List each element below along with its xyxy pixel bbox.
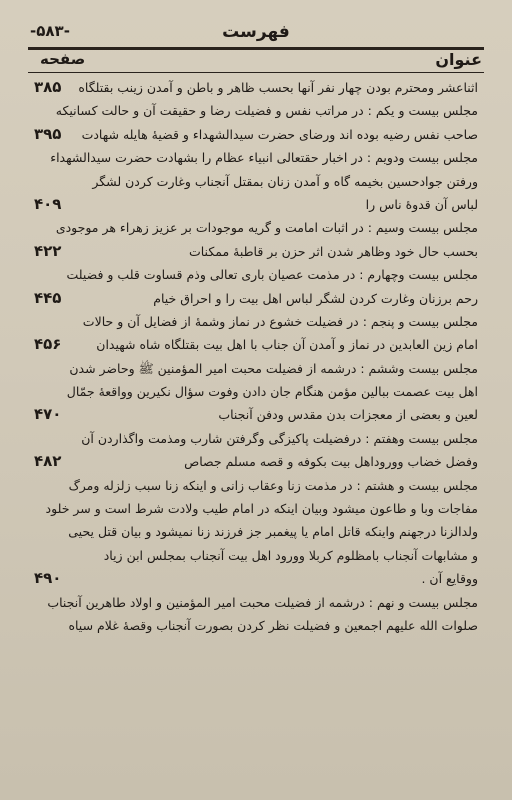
toc-line-text: ولدالزنا درجهنم واینکه قاتل امام یا پیغمبر جز فرزند زنا نمیشود و بیان قتل یحیی [68, 524, 478, 540]
column-headings [30, 50, 482, 70]
toc-line [0, 474, 512, 497]
toc-line [0, 567, 512, 590]
toc-line [0, 123, 512, 146]
toc-line [0, 427, 512, 450]
toc-page-number: ۳۹۵ [34, 124, 62, 143]
page-number: -۵۸۳- [30, 22, 70, 40]
toc-line-text: صاحب نفس رضیه بوده اند ورضای حضرت سیدالشهداء و قضیهٔ هایله شهادت [81, 126, 478, 142]
toc-line-text: مفاجات وبا و طاعون میشود وبیان اینکه در امام طیب ولادت شرط است و سر خلود [45, 501, 478, 517]
toc-line [0, 380, 512, 403]
toc-page-number: ۴۲۲ [34, 241, 62, 260]
page-column-label: صفحه [40, 50, 86, 68]
toc-line [0, 146, 512, 169]
toc-line-text: صلوات الله علیهم اجمعین و فضیلت نظر کردن بصورت آنجناب وقصهٔ غلام سیاه [68, 617, 478, 633]
toc-line [0, 170, 512, 193]
toc-line-text: امام زین العابدین در نماز و آمدن آن جناب با اهل بیت بقتلگاه شاه شهیدان [96, 337, 478, 353]
toc-line [0, 497, 512, 520]
toc-line-text: بحسب حال خود وظاهر شدن اثر حزن بر قاطبهٔ ممکنات [188, 243, 478, 259]
toc-line-text: اثناعشر ومحترم بودن چهار نفر آنها بحسب ظاهر و باطن و آمدن زینب بقتلگاه [78, 80, 478, 95]
toc-line-text: مجلس بیست و پنجم : در فضیلت خشوع در نماز وشمهٔ از فضایل آن و حالات [82, 313, 478, 329]
toc-line-text: لعین و بعضی از معجزات بدن مقدس ودفن آنجناب [218, 407, 478, 423]
toc-line-text: مجلس بیست و هشتم : در مذمت زنا وعقاب زانی و اینکه زنا سبب زلزله ومرگ [68, 477, 478, 493]
toc-page-number: ۴۷۰ [34, 405, 62, 424]
toc-page-number: ۴۴۵ [34, 288, 62, 307]
toc-line [0, 591, 512, 614]
page-header [30, 22, 482, 44]
toc-line [0, 310, 512, 333]
toc-page-number: ۴۵۶ [34, 335, 62, 354]
toc-line [0, 450, 512, 473]
running-title: فهرست [222, 22, 290, 42]
toc-page-number: ۴۰۹ [34, 194, 62, 213]
toc-line-text: اهل بیت عصمت ببالین مؤمن هنگام جان دادن وفوت سؤال نکیرین وواقعهٔ جمّال [66, 384, 478, 400]
toc-line [0, 544, 512, 567]
toc-line-text: مجلس بیست وهفتم : درفضیلت پاکیزگی وگرفتن شارب ومذمت واگذاردن آن [81, 430, 478, 446]
toc-line-text: ووقایع آن . [421, 571, 478, 587]
toc-entries [0, 76, 512, 637]
toc-line [0, 333, 512, 356]
toc-line [0, 76, 512, 99]
toc-line [0, 614, 512, 637]
toc-line [0, 357, 512, 380]
toc-line [0, 99, 512, 122]
toc-line [0, 287, 512, 310]
toc-line-text: مجلس بیست وششم : درشمه از فضیلت محبت امیر المؤمنین ﷺ وحاضر شدن [69, 360, 478, 376]
toc-line-text: مجلس بیست وسیم : در اثبات امامت و گریه موجودات بر عزیز زهراء هر موجودی [55, 220, 478, 236]
toc-page-number: ۳۸۵ [34, 78, 62, 96]
column-rule [28, 72, 484, 73]
toc-line-text: مجلس بیست وچهارم : در مذمت عصیان باری تعالی وذم قساوت قلب و فضیلت [66, 267, 478, 283]
toc-line-text: مجلس بیست و نهم : درشمه از فضیلت محبت امیر المؤمنین و اولاد طاهرین آنجناب [47, 594, 478, 610]
toc-line-text: و مشابهات آنجناب بامظلوم کربلا وورود اهل بیت آنجناب بمجلس ابن زیاد [103, 547, 478, 563]
toc-line-text: وفضل خضاب ووروداهل بیت بکوفه و قصه مسلم جصاص [184, 454, 478, 470]
toc-line-text: مجلس بیست و یکم : در مراتب نفس و فضیلت رضا و حقیقت آن و حالت کسانیکه [55, 103, 478, 119]
toc-line-text: ورفتن جوادحسین بخیمه گاه و آمدن زنان بمقتل آنجناب وغارت کردن لشگر [92, 173, 478, 189]
toc-line [0, 520, 512, 543]
toc-line-text: رحم برزنان وغارت کردن لشگر لباس اهل بیت را و احراق خیام [153, 290, 478, 306]
toc-line [0, 193, 512, 216]
toc-line [0, 263, 512, 286]
toc-page-number: ۴۹۰ [34, 569, 62, 588]
toc-line [0, 403, 512, 426]
toc-line-text: مجلس بیست ودویم : در اخبار حقتعالی انبیاء عظام را بشهادت حضرت سیدالشهداء [50, 150, 478, 166]
toc-line [0, 240, 512, 263]
toc-line [0, 216, 512, 239]
toc-line-text: لباس آن قدوهٔ ناس را [365, 196, 478, 212]
toc-page-number: ۴۸۲ [34, 452, 62, 471]
title-column-label: عنوان [435, 50, 482, 69]
